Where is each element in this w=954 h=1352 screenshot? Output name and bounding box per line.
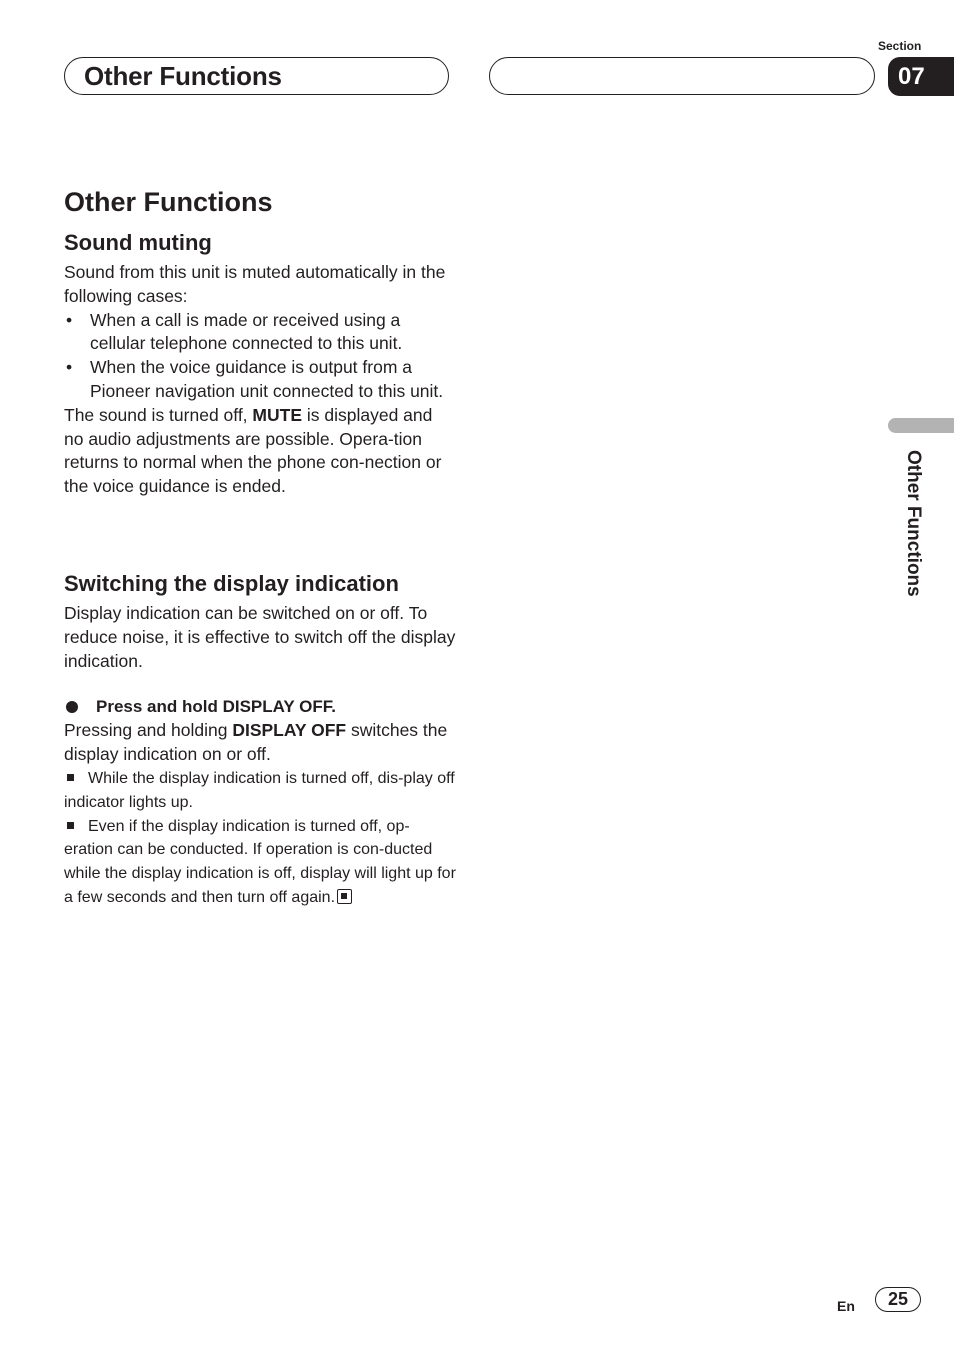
step-description	[64, 719, 456, 767]
display-heading: Switching the display indication	[64, 571, 399, 596]
side-tab-label: Other Functions	[903, 450, 924, 597]
note-2	[64, 815, 456, 910]
note-text: While the display indication is turned off, dis-play off indicator lights up.	[64, 769, 455, 811]
step-desc-before: Pressing and holding	[64, 720, 233, 741]
display-off-text: DISPLAY OFF	[232, 720, 347, 741]
sound-muting-section	[64, 228, 456, 499]
step-instruction	[64, 695, 456, 719]
step-text: Press and hold DISPLAY OFF.	[96, 697, 336, 717]
outro-text-after: is displayed and no audio adjustments are possible. Opera-tion returns to normal when the phone con-nection or the voice guidance is ended.	[64, 404, 442, 497]
list-item: • When a call is made or received using a cellular telephone connected to this unit.	[64, 309, 456, 357]
step-bullet-icon	[66, 701, 78, 713]
note-square-icon	[67, 774, 74, 781]
display-section	[64, 569, 456, 910]
language-label: En	[837, 1298, 855, 1314]
end-mark-icon	[337, 889, 352, 904]
note-square-icon	[67, 822, 74, 829]
step-desc-after: switches the display indication on or off.	[64, 720, 448, 765]
side-tab-marker	[888, 418, 954, 433]
section-label: Section	[878, 39, 922, 53]
list-item: • When the voice guidance is output from a Pioneer navigation unit connected to this unit.	[64, 356, 456, 404]
sound-muting-intro: Sound from this unit is muted automatically in the following cases:	[64, 262, 446, 306]
mute-indicator-text: MUTE	[252, 404, 302, 425]
display-intro: Display indication can be switched on or off. To reduce noise, it is effective to switch off the display indication.	[64, 603, 456, 671]
header-blank-box	[489, 57, 875, 95]
sound-muting-heading: Sound muting	[64, 230, 212, 255]
page-title: Other Functions	[64, 187, 273, 217]
outro-text-before: The sound is turned off,	[64, 404, 253, 425]
section-number-badge: 07	[888, 57, 954, 96]
sound-muting-outro	[64, 404, 456, 499]
note-1	[64, 767, 456, 815]
note-text: Even if the display indication is turned off, op-eration can be conducted. If operation is con-ducted while the display indication is off, display will light up for a few seconds and then turn off again.	[64, 817, 456, 906]
sound-muting-list	[64, 309, 456, 404]
header-title: Other Functions	[84, 61, 282, 91]
page-number: 25	[875, 1287, 921, 1312]
